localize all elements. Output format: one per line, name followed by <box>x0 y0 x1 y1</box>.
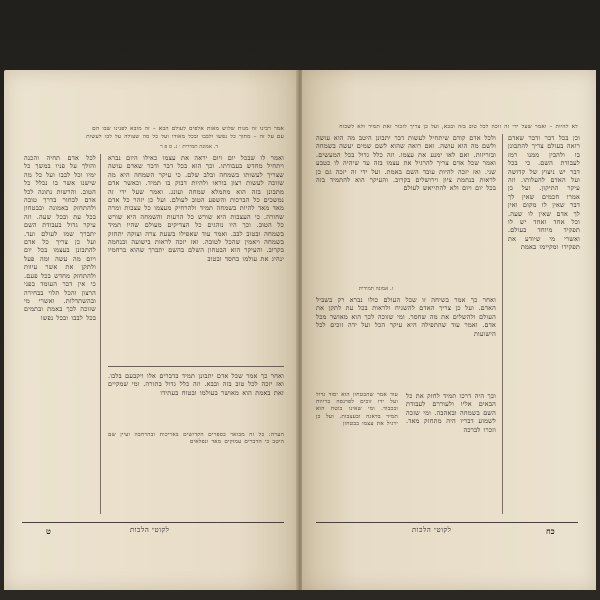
left-page <box>4 70 298 590</box>
left-lower-main: ואחר כך אמר שכל אדם יתבונן תמיד בדברים אלו ויקבעם בלבו. ואז יזכה לכל טוב בזה ובבא. וזה כלל גדול בתורה. ומי שמקיים זאת באמת הוא מאושר בעולמו ובטוח בעתידו <box>108 372 284 397</box>
left-top-strip: אמר רבינו זה מנות שלוש מאות אלפים לעולם הבא – זה מובא לפנינו שבו הם <box>92 126 284 132</box>
left-folio: ט <box>46 526 51 536</box>
left-column-divider <box>100 154 101 514</box>
right-main-column: ולכל אדם קודם שיתחיל לעשות דבר יתבונן היטב מה הוא עושה ולשם מה הוא עושה. ואם רואה שהוא לשם שמים יעשה בשמחה ובזריזות. ואם לאו ימנע את עצמו. וזה כלל גדול בכל המעשים. ואמר שכל אדם צריך להרגיל את עצמו בזה עד שיהיה לו כטבע שני. ואז יזכה להיות עובד השם באמת. ועל ידי זה יזכה גם כן לראות בנחמת ציון וירושלים בקרוב. והעיקר הוא להתמיד בזה בכל יום ויום ולא להתייאש לעולם <box>316 134 496 193</box>
left-running-head: לקוטי הלכות <box>130 526 170 534</box>
right-column-divider <box>502 134 503 514</box>
left-side-column: לכל אדם תחיה והכנה והולך על פניו במשך כל ימיו וכל לבבו ועל כל מה שישנו אשר בו נכלל כל הטוב. והרשות נתונה לכל אדם לבחור בדרך טובה ולהתחזק באמונה ובבטחון בכל עת ובכל שעה. וזה עיקר גדול בעבודת השם יתברך שמו לעולם ועד. ועל כן צריך כל אדם להתבונן בעצמו בכל יום ויום מה עשה ומה פעל ולתקן את אשר עיוות ולהתחזק מחדש בכל פעם. כי אין דבר העומד בפני הרצון והכל תלוי בבחירה ובהשתדלות. ואשרי מי שזוכה לכך באמת ובתמים בכל לבבו ובכל נפשו <box>24 154 96 322</box>
left-main-column: ואמר לו שבכל יום ויום יראה את עצמו כאילו היום נברא ויתחיל מחדש בעבודתו. וכך הוא בכל דבר ודבר שאדם עושה שצריך לעשותו בשמחה ובלב שלם. כי עיקר השמחה היא מה שזוכה לעשות רצון בוראו ולהיות דבוק בו תמיד. וכאשר אדם מתבונן בזה הוא מתמלא שמחה ועונג. ואמר שעל ידי זה נמשכים כל הברכות והשפע הטוב לעולם. ועל כן יזהר כל אדם מאד מאד להיות בשמחה תמיד ולהרחיק מעצמו כל עצבות ומרה שחורה. כי העצבות היא שורש כל הרעות והשמחה היא שורש כל הטוב. וכך היו נוהגים כל הצדיקים מעולם שהיו תמיד בשמחה ובטוב לבב. ואמר עוד שאפילו בשעת צרה וצוקה יתחזק בשמחה ויאמין שהכל לטובה. ואז יזכה לראות בישועה ובנחמה בקרוב. והעיקר הוא הבטחון השלם בהשם יתברך שהוא ברחמיו ינהיג את עולמו בחסד ובטוב <box>108 154 284 263</box>
left-separator <box>108 366 284 367</box>
right-second-block: ואחר כך אמר בשיחה זו שכל העולם כולו נברא רק בשביל האדם. ועל כן צריך האדם להשגיח ולראות בכל עת לתקן את העולם ולהשלים את מה שחסר. ומי שזוכה לכך הוא מאושר מכל אדם. ואמר עוד שהתפילה היא עיקר הכל ועל ידה זוכים לכל הישועות <box>316 296 496 338</box>
right-lower-left: עוד אמר שהבטחון הוא יסוד גדול ועל ידו זוכים לפרנסה בריווח ובכבוד. ומי שאינו בוטח הוא תמיד בדאגה ובעצבות. ועל כן ירגיל את עצמו בבטחון <box>316 392 398 427</box>
right-side-column: וכן בכל דבר ודבר שאדם רואה בעולם צריך להתבונן בו ולהבין ממנו רמז לעבודת השם. כי בכל דבר יש ניצוץ של קדושה ועל האדם להעלותו. וזה עיקר התיקון. ועל כן אמרו חכמים שאין לך דבר שאין לו מקום ואין לך אדם שאין לו שעה. וכל אחד ואחד יש לו תפקיד מיוחד בעולם. ואשרי מי שיודע את תפקידו ומקיימו באמת <box>508 134 580 252</box>
right-top-strip: לא להיות – ואמר שעל ידי זה זוכה לכל טוב בזה ובבא, ועל כן צריך לזכור זאת תמיד ולא לשכוח <box>339 124 578 130</box>
right-folio: כח <box>546 526 555 536</box>
left-subhead: ד. אמונה תמידית · ג. ס פ ר <box>160 144 218 150</box>
right-footer-rule <box>316 522 578 523</box>
left-lower-note: הערה: כל זה מבואר בספרים הקדושים באריכות ובהרחבה ועיין שם היטב כי הדברים עמוקים מאד ונפלאים <box>108 432 284 446</box>
left-top-strip-2: עם על זה – מתוך כל נפשו ולבבו ובכל מאודו ועל כל מה שעולה על לבו לעשות <box>86 134 284 140</box>
left-footer-rule <box>22 522 284 523</box>
right-running-head: לקוטי הלכות <box>412 526 452 534</box>
right-subhead: ז. אמונה תמידית <box>358 286 394 292</box>
open-book <box>4 70 596 590</box>
right-lower-right: וכך היה דרכו תמיד לחזק את כל הבאים אליו ולעוררם לעבודת השם בשמחה ובאהבה. ומי שזכה לשמוע דבריו היה מתחזק מאד. וזכרו לברכה <box>406 392 496 434</box>
right-page <box>302 70 596 590</box>
